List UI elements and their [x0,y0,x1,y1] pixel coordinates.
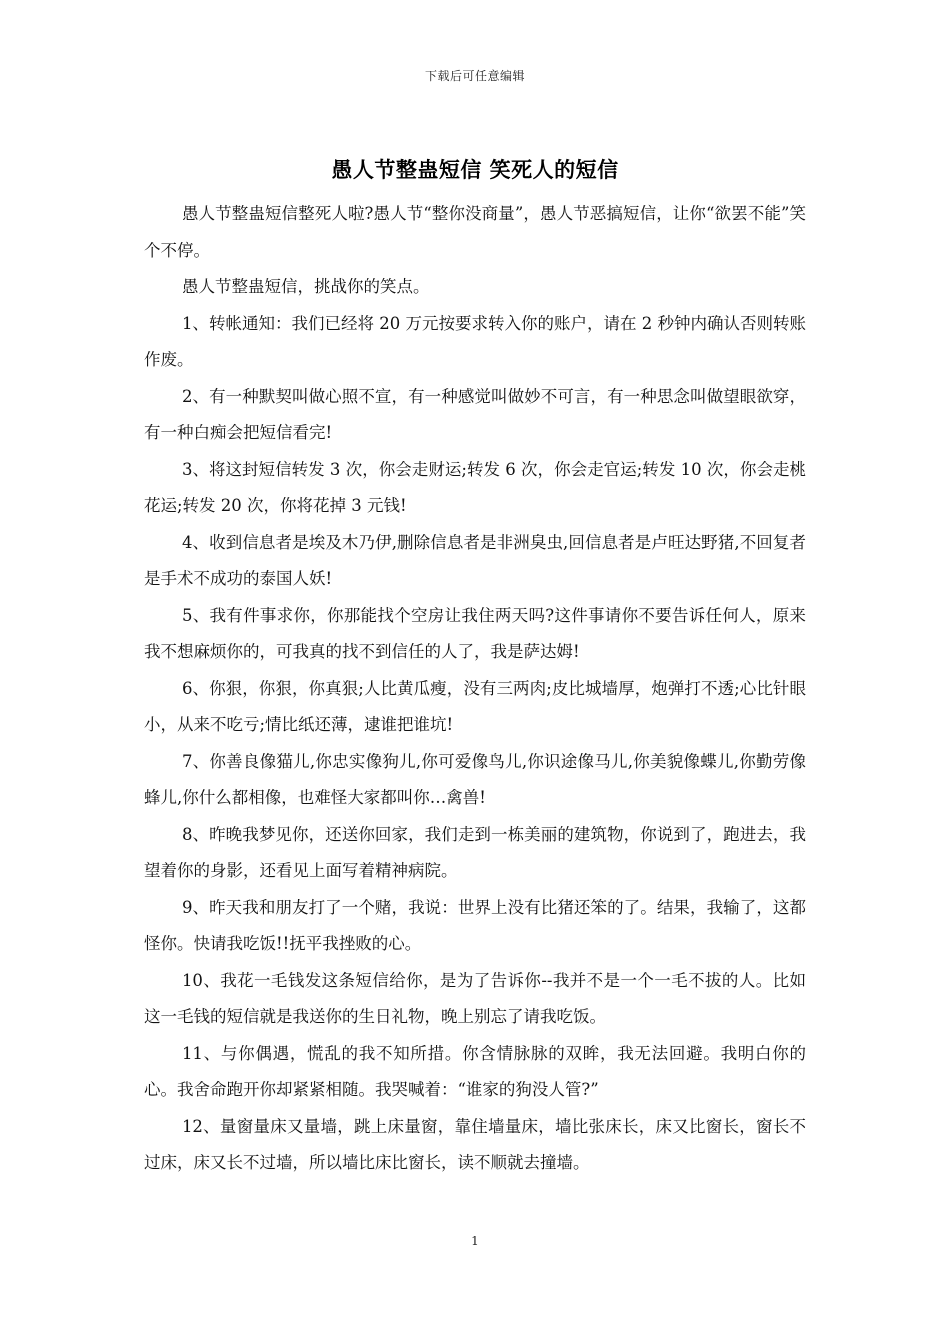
message-item-4: 4、收到信息者是埃及木乃伊,删除信息者是非洲臭虫,回信息者是卢旺达野猪,不回复者是手术不成功的泰国人妖! [144,532,806,588]
message-item-9: 9、昨天我和朋友打了一个赌，我说：世界上没有比猪还笨的了。结果，我输了，这都怪你。快请我吃饭!!抚平我挫败的心。 [144,897,806,953]
message-item-6: 6、你狠，你狠，你真狠;人比黄瓜瘦，没有三两肉;皮比城墙厚，炮弹打不透;心比针眼小，从来不吃亏;情比纸还薄，逮谁把谁坑! [144,678,806,734]
message-item-12: 12、量窗量床又量墙，跳上床量窗，靠住墙量床，墙比张床长，床又比窗长，窗长不过床，床又长不过墙，所以墙比床比窗长，读不顺就去撞墙。 [144,1116,806,1172]
document-title: 愚人节整蛊短信 笑死人的短信 [331,157,619,182]
message-item-7: 7、你善良像猫儿,你忠实像狗儿,你可爱像鸟儿,你识途像马儿,你美貌像蝶儿,你勤劳像蜂儿,你什么都相像，也难怪大家都叫你…禽兽! [144,751,806,807]
lead-paragraph: 愚人节整蛊短信，挑战你的笑点。 [181,277,430,296]
message-item-1: 1、转帐通知：我们已经将 20 万元按要求转入你的账户，请在 2 秒钟内确认否则转账作废。 [144,313,806,369]
message-item-5: 5、我有件事求你，你那能找个空房让我住两天吗?这件事请你不要告诉任何人，原来我不想麻烦你的，可我真的找不到信任的人了，我是萨达姆! [144,605,806,661]
message-item-8: 8、昨晚我梦见你，还送你回家，我们走到一栋美丽的建筑物，你说到了，跑进去，我望着你的身影，还看见上面写着精神病院。 [144,824,806,880]
message-item-10: 10、我花一毛钱发这条短信给你，是为了告诉你--我并不是一个一毛不拔的人。比如这一毛钱的短信就是我送你的生日礼物，晚上别忘了请我吃饭。 [144,970,806,1026]
header-note: 下载后可任意编辑 [424,69,525,83]
intro-paragraph: 愚人节整蛊短信整死人啦?愚人节“整你没商量”，愚人节恶搞短信，让你“欲罢不能”笑个不停。 [144,204,806,260]
document-body [144,196,806,1182]
message-item-2: 2、有一种默契叫做心照不宣，有一种感觉叫做妙不可言，有一种思念叫做望眼欲穿，有一种白痴会把短信看完! [144,386,806,442]
page-number: 1 [471,1234,479,1248]
message-item-3: 3、将这封短信转发 3 次，你会走财运;转发 6 次，你会走官运;转发 10 次，你会走桃花运;转发 20 次，你将花掉 3 元钱! [144,459,806,515]
message-item-11: 11、与你偶遇，慌乱的我不知所措。你含情脉脉的双眸，我无法回避。我明白你的心。我舍命跑开你却紧紧相随。我哭喊着：“谁家的狗没人管?” [144,1043,806,1099]
